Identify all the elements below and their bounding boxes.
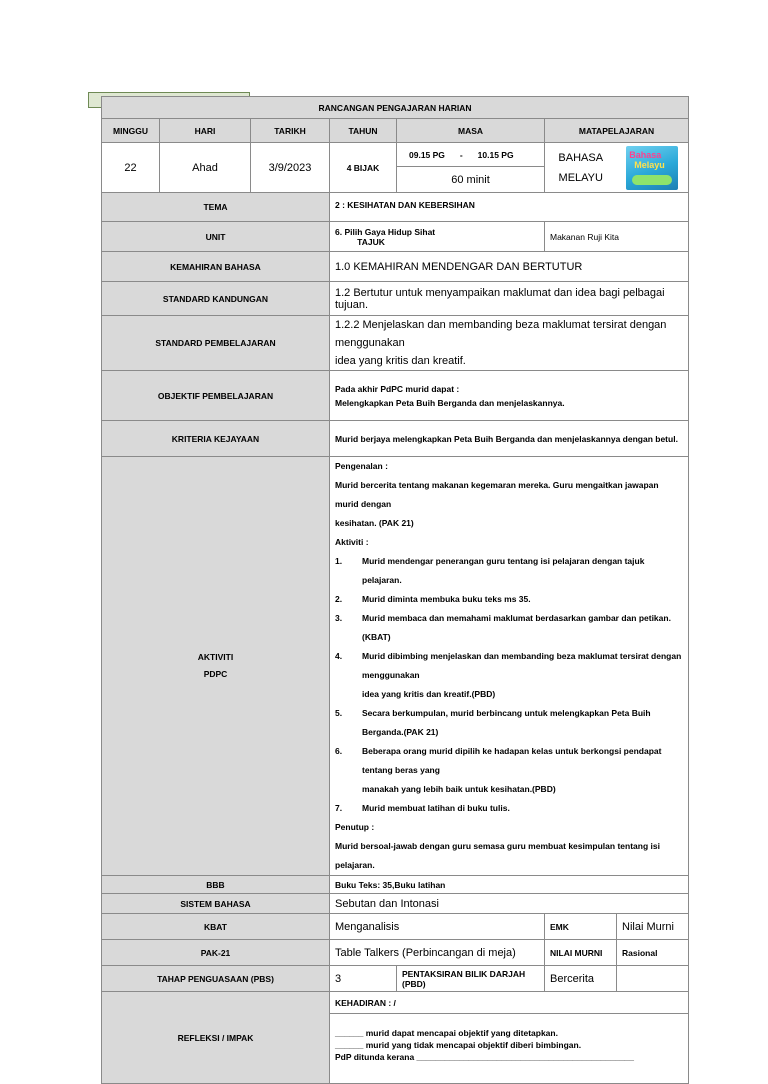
aktiviti-label	[102, 457, 330, 876]
kbat-label: KBAT	[102, 914, 330, 940]
tajuk-label: TAJUK	[357, 236, 385, 247]
pak21-label: PAK-21	[102, 940, 330, 966]
standard-pembelajaran-line2: idea yang kritis dan kreatif.	[335, 355, 466, 367]
minggu-value: 22	[102, 143, 160, 193]
refleksi-line3: PdP ditunda kerana ______________________________________________	[335, 1052, 635, 1062]
header-minggu: MINGGU	[102, 119, 160, 143]
page-title: RANCANGAN PENGAJARAN HARIAN	[102, 97, 689, 119]
masa-separator: -	[459, 149, 463, 160]
tahap-value: 3	[330, 966, 397, 992]
unit-label: UNIT	[102, 222, 330, 252]
aktiviti-title: Aktiviti :	[335, 537, 369, 547]
kehadiran-value: KEHADIRAN : /	[330, 992, 689, 1014]
pbd-empty-cell	[617, 966, 689, 992]
masa-end: 10.15 PG	[477, 149, 514, 160]
aktiviti-item: 1. Murid mendengar penerangan guru tentang isi pelajaran dengan tajuk pelajaran.	[335, 556, 645, 585]
penutup-line1: Murid bersoal-jawab dengan guru semasa guru membuat kesimpulan tentang isi pelajaran.	[335, 841, 660, 870]
kemahiran-value: 1.0 KEMAHIRAN MENDENGAR DAN BERTUTUR	[330, 252, 689, 282]
unit-text: 6. Pilih Gaya Hidup Sihat	[335, 226, 436, 237]
tajuk-value: Makanan Ruji Kita	[545, 222, 689, 252]
header-matapelajaran: MATAPELAJARAN	[545, 119, 689, 143]
standard-kandungan-value: 1.2 Bertutur untuk menyampaikan maklumat dan idea bagi pelbagai tujuan.	[330, 282, 689, 316]
tahap-label: TAHAP PENGUASAAN (PBS)	[102, 966, 330, 992]
kriteria-label: KRITERIA KEJAYAAN	[102, 421, 330, 457]
objektif-line1: Pada akhir PdPC murid dapat :	[335, 383, 460, 394]
pak21-value: Table Talkers (Perbincangan di meja)	[330, 940, 545, 966]
subject-name	[545, 143, 617, 193]
aktiviti-content	[330, 457, 689, 876]
aktiviti-item: 2. Murid diminta membuka buku teks ms 35.	[335, 594, 531, 604]
hari-value: Ahad	[160, 143, 251, 193]
bbb-label: BBB	[102, 876, 330, 894]
tahun-value: 4 BIJAK	[330, 143, 397, 193]
subject-line2: MELAYU	[558, 171, 603, 184]
pbd-value: Bercerita	[545, 966, 617, 992]
header-tarikh: TARIKH	[251, 119, 330, 143]
kemahiran-label: KEMAHIRAN BAHASA	[102, 252, 330, 282]
kbat-value: Menganalisis	[330, 914, 545, 940]
refleksi-line2: ______ murid yang tidak mencapai objektif diberi bimbingan.	[335, 1040, 582, 1050]
textbook-cover-image	[626, 146, 678, 190]
aktiviti-item: 4. Murid dibimbing menjelaskan dan membanding beza maklumat tersirat dengan menggunakan	[335, 651, 682, 680]
textbook-cover-cell	[617, 143, 689, 193]
sistem-bahasa-value: Sebutan dan Intonasi	[330, 894, 689, 914]
unit-value	[330, 222, 545, 252]
aktiviti-item-continued: idea yang kritis dan kreatif.(PBD)	[362, 689, 496, 699]
standard-pembelajaran-value	[330, 316, 689, 371]
standard-pembelajaran-label: STANDARD PEMBELAJARAN	[102, 316, 330, 371]
emk-label: EMK	[545, 914, 617, 940]
pengenalan-line1: Murid bercerita tentang makanan kegemaran mereka. Guru mengaitkan jawapan murid dengan	[335, 480, 659, 509]
pengenalan-title: Pengenalan :	[335, 461, 388, 471]
objektif-line2: Melengkapkan Peta Buih Berganda dan menjelaskannya.	[335, 397, 565, 408]
aktiviti-item: 6. Beberapa orang murid dipilih ke hadapan kelas untuk berkongsi pendapat tentang beras yang	[335, 746, 662, 775]
standard-kandungan-label: STANDARD KANDUNGAN	[102, 282, 330, 316]
pengenalan-line2: kesihatan. (PAK 21)	[335, 518, 414, 528]
aktiviti-item: 5. Secara berkumpulan, murid berbincang untuk melengkapkan Peta Buih Berganda.(PAK 21)	[335, 708, 651, 737]
aktiviti-item: 3. Murid membaca dan memahami maklumat berdasarkan gambar dan petikan.(KBAT)	[335, 613, 671, 642]
tema-value: 2 : KESIHATAN DAN KEBERSIHAN	[330, 193, 689, 222]
subject-line1: BAHASA	[558, 151, 604, 164]
masa-duration: 60 minit	[397, 167, 545, 193]
nilai-murni-label: NILAI MURNI	[545, 940, 617, 966]
penutup-title: Penutup :	[335, 822, 375, 832]
lesson-plan-table	[101, 96, 689, 1084]
masa-time	[397, 143, 545, 167]
tema-label: TEMA	[102, 193, 330, 222]
emk-value: Nilai Murni	[617, 914, 689, 940]
cover-title-1: Bahasa	[629, 149, 662, 160]
pbd-label: PENTAKSIRAN BILIK DARJAH (PBD)	[397, 966, 545, 992]
aktiviti-label-1: AKTIVITI	[197, 652, 234, 662]
standard-pembelajaran-line1: 1.2.2 Menjelaskan dan membanding beza maklumat tersirat dengan menggunakan	[335, 319, 667, 349]
refleksi-content	[330, 1014, 689, 1084]
cover-title-2: Melayu	[634, 159, 665, 170]
kriteria-value: Murid berjaya melengkapkan Peta Buih Berganda dan menjelaskannya dengan betul.	[330, 421, 689, 457]
aktiviti-item-continued: manakah yang lebih baik untuk kesihatan.(PBD)	[362, 784, 556, 794]
tarikh-value: 3/9/2023	[251, 143, 330, 193]
header-tahun: TAHUN	[330, 119, 397, 143]
nilai-murni-value: Rasional	[617, 940, 689, 966]
refleksi-label: REFLEKSI / IMPAK	[102, 992, 330, 1084]
header-masa: MASA	[397, 119, 545, 143]
sistem-bahasa-label: SISTEM BAHASA	[102, 894, 330, 914]
masa-start: 09.15 PG	[409, 149, 445, 160]
header-hari: HARI	[160, 119, 251, 143]
cover-decoration	[632, 175, 672, 185]
refleksi-line1: ______ murid dapat mencapai objektif yang ditetapkan.	[335, 1028, 558, 1038]
aktiviti-item: 7. Murid membuat latihan di buku tulis.	[335, 803, 510, 813]
objektif-label: OBJEKTIF PEMBELAJARAN	[102, 371, 330, 421]
objektif-value	[330, 371, 689, 421]
bbb-value: Buku Teks: 35,Buku latihan	[330, 876, 689, 894]
aktiviti-label-2: PDPC	[203, 669, 228, 679]
